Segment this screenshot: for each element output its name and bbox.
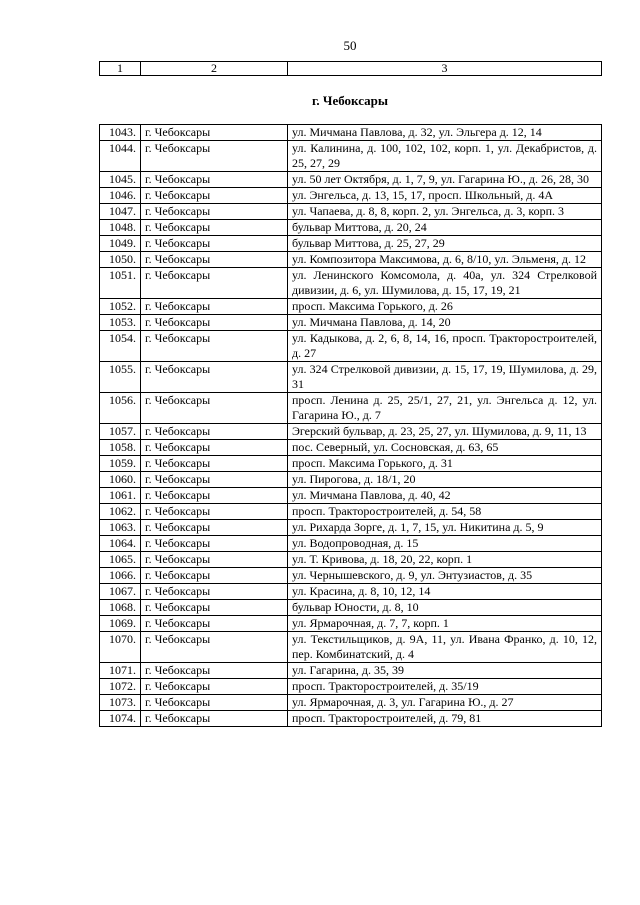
table-row [100,188,602,204]
row-address: просп. Максима Горького, д. 26 [288,299,602,315]
row-address: ул. Мичмана Павлова, д. 40, 42 [288,488,602,504]
row-city: г. Чебоксары [141,299,288,315]
row-city: г. Чебоксары [141,679,288,695]
row-number: 1074. [100,711,141,727]
table-row [100,172,602,188]
row-city: г. Чебоксары [141,252,288,268]
table-row [100,488,602,504]
header-col-1: 1 [100,62,141,76]
row-address: просп. Тракторостроителей, д. 54, 58 [288,504,602,520]
row-address: ул. Водопроводная, д. 15 [288,536,602,552]
header-row [100,62,602,76]
table-row [100,568,602,584]
row-number: 1066. [100,568,141,584]
row-number: 1059. [100,456,141,472]
row-number: 1057. [100,424,141,440]
row-address: ул. 50 лет Октября, д. 1, 7, 9, ул. Гагарина Ю., д. 26, 28, 30 [288,172,602,188]
table-row [100,632,602,663]
row-number: 1069. [100,616,141,632]
row-number: 1065. [100,552,141,568]
row-number: 1062. [100,504,141,520]
row-city: г. Чебоксары [141,315,288,331]
table-row [100,440,602,456]
table-row [100,141,602,172]
row-number: 1072. [100,679,141,695]
row-city: г. Чебоксары [141,440,288,456]
row-number: 1045. [100,172,141,188]
row-city: г. Чебоксары [141,141,288,172]
row-address: бульвар Миттова, д. 20, 24 [288,220,602,236]
row-address: ул. Энгельса, д. 13, 15, 17, просп. Школьный, д. 4А [288,188,602,204]
city-heading: г. Чебоксары [311,93,389,108]
row-address: ул. Ленинского Комсомола, д. 40а, ул. 324 Стрелковой дивизии, д. 6, ул. Шумилова, д. 15, 17, 19, 21 [288,268,602,299]
row-address: ул. Ярмарочная, д. 7, 7, корп. 1 [288,616,602,632]
table-row [100,268,602,299]
row-number: 1071. [100,663,141,679]
table-row [100,362,602,393]
table-row [100,695,602,711]
row-address: пос. Северный, ул. Сосновская, д. 63, 65 [288,440,602,456]
row-city: г. Чебоксары [141,488,288,504]
table-row [100,331,602,362]
table-row [100,616,602,632]
row-city: г. Чебоксары [141,393,288,424]
row-address: просп. Тракторостроителей, д. 79, 81 [288,711,602,727]
row-number: 1047. [100,204,141,220]
row-number: 1044. [100,141,141,172]
row-address: ул. Калинина, д. 100, 102, 102, корп. 1, ул. Декабристов, д. 25, 27, 29 [288,141,602,172]
header-col-2: 2 [141,62,288,76]
row-number: 1056. [100,393,141,424]
row-city: г. Чебоксары [141,632,288,663]
row-number: 1048. [100,220,141,236]
table-row [100,204,602,220]
table-row [100,504,602,520]
table-row [100,299,602,315]
table-row [100,252,602,268]
row-address: ул. Композитора Максимова, д. 6, 8/10, ул. Эльменя, д. 12 [288,252,602,268]
row-city: г. Чебоксары [141,711,288,727]
row-address: просп. Максима Горького, д. 31 [288,456,602,472]
table-row [100,600,602,616]
row-city: г. Чебоксары [141,172,288,188]
row-number: 1073. [100,695,141,711]
row-number: 1063. [100,520,141,536]
row-number: 1050. [100,252,141,268]
row-number: 1068. [100,600,141,616]
table-row [100,552,602,568]
row-number: 1043. [100,125,141,141]
row-number: 1053. [100,315,141,331]
table-row [100,424,602,440]
row-number: 1046. [100,188,141,204]
row-address: просп. Ленина д. 25, 25/1, 27, 21, ул. Энгельса д. 12, ул. Гагарина Ю., д. 7 [288,393,602,424]
row-address: ул. Чапаева, д. 8, 8, корп. 2, ул. Энгельса, д. 3, корп. 3 [288,204,602,220]
row-address: ул. 324 Стрелковой дивизии, д. 15, 17, 19, Шумилова, д. 29, 31 [288,362,602,393]
header-col-3: 3 [288,62,602,76]
row-address: ул. Мичмана Павлова, д. 14, 20 [288,315,602,331]
row-city: г. Чебоксары [141,504,288,520]
row-number: 1070. [100,632,141,663]
row-address: ул. Рихарда Зорге, д. 1, 7, 15, ул. Никитина д. 5, 9 [288,520,602,536]
row-address: просп. Тракторостроителей, д. 35/19 [288,679,602,695]
column-number-header [99,61,602,76]
row-city: г. Чебоксары [141,268,288,299]
row-city: г. Чебоксары [141,695,288,711]
address-table [99,124,602,727]
row-city: г. Чебоксары [141,552,288,568]
row-number: 1052. [100,299,141,315]
row-city: г. Чебоксары [141,220,288,236]
row-city: г. Чебоксары [141,362,288,393]
row-city: г. Чебоксары [141,472,288,488]
row-number: 1064. [100,536,141,552]
table-row [100,220,602,236]
table-row [100,393,602,424]
row-number: 1067. [100,584,141,600]
row-address: ул. Чернышевского, д. 9, ул. Энтузиастов, д. 35 [288,568,602,584]
row-address: ул. Текстильщиков, д. 9А, 11, ул. Ивана Франко, д. 10, 12, пер. Комбинатский, д. 4 [288,632,602,663]
row-number: 1051. [100,268,141,299]
row-city: г. Чебоксары [141,204,288,220]
row-city: г. Чебоксары [141,456,288,472]
row-city: г. Чебоксары [141,520,288,536]
table-row [100,236,602,252]
row-city: г. Чебоксары [141,424,288,440]
row-address: бульвар Миттова, д. 25, 27, 29 [288,236,602,252]
row-address: ул. Ярмарочная, д. 3, ул. Гагарина Ю., д. 27 [288,695,602,711]
row-address: ул. Т. Кривова, д. 18, 20, 22, корп. 1 [288,552,602,568]
row-city: г. Чебоксары [141,188,288,204]
table-row [100,520,602,536]
row-city: г. Чебоксары [141,331,288,362]
table-row [100,663,602,679]
table-row [100,125,602,141]
row-address: ул. Гагарина, д. 35, 39 [288,663,602,679]
row-address: ул. Кадыкова, д. 2, 6, 8, 14, 16, просп. Тракторостроителей, д. 27 [288,331,602,362]
page-number: 50 [343,38,357,53]
row-city: г. Чебоксары [141,584,288,600]
table-row [100,584,602,600]
table-row [100,472,602,488]
row-city: г. Чебоксары [141,616,288,632]
row-number: 1058. [100,440,141,456]
row-address: ул. Красина, д. 8, 10, 12, 14 [288,584,602,600]
table-row [100,536,602,552]
row-address: Эгерский бульвар, д. 23, 25, 27, ул. Шумилова, д. 9, 11, 13 [288,424,602,440]
row-city: г. Чебоксары [141,663,288,679]
table-row [100,456,602,472]
table-row [100,315,602,331]
row-address: бульвар Юности, д. 8, 10 [288,600,602,616]
table-row [100,679,602,695]
row-city: г. Чебоксары [141,600,288,616]
row-number: 1054. [100,331,141,362]
row-city: г. Чебоксары [141,125,288,141]
row-number: 1055. [100,362,141,393]
row-address: ул. Пирогова, д. 18/1, 20 [288,472,602,488]
row-city: г. Чебоксары [141,536,288,552]
row-number: 1061. [100,488,141,504]
row-city: г. Чебоксары [141,568,288,584]
row-number: 1049. [100,236,141,252]
table-row [100,711,602,727]
row-city: г. Чебоксары [141,236,288,252]
row-number: 1060. [100,472,141,488]
row-address: ул. Мичмана Павлова, д. 32, ул. Эльгера д. 12, 14 [288,125,602,141]
